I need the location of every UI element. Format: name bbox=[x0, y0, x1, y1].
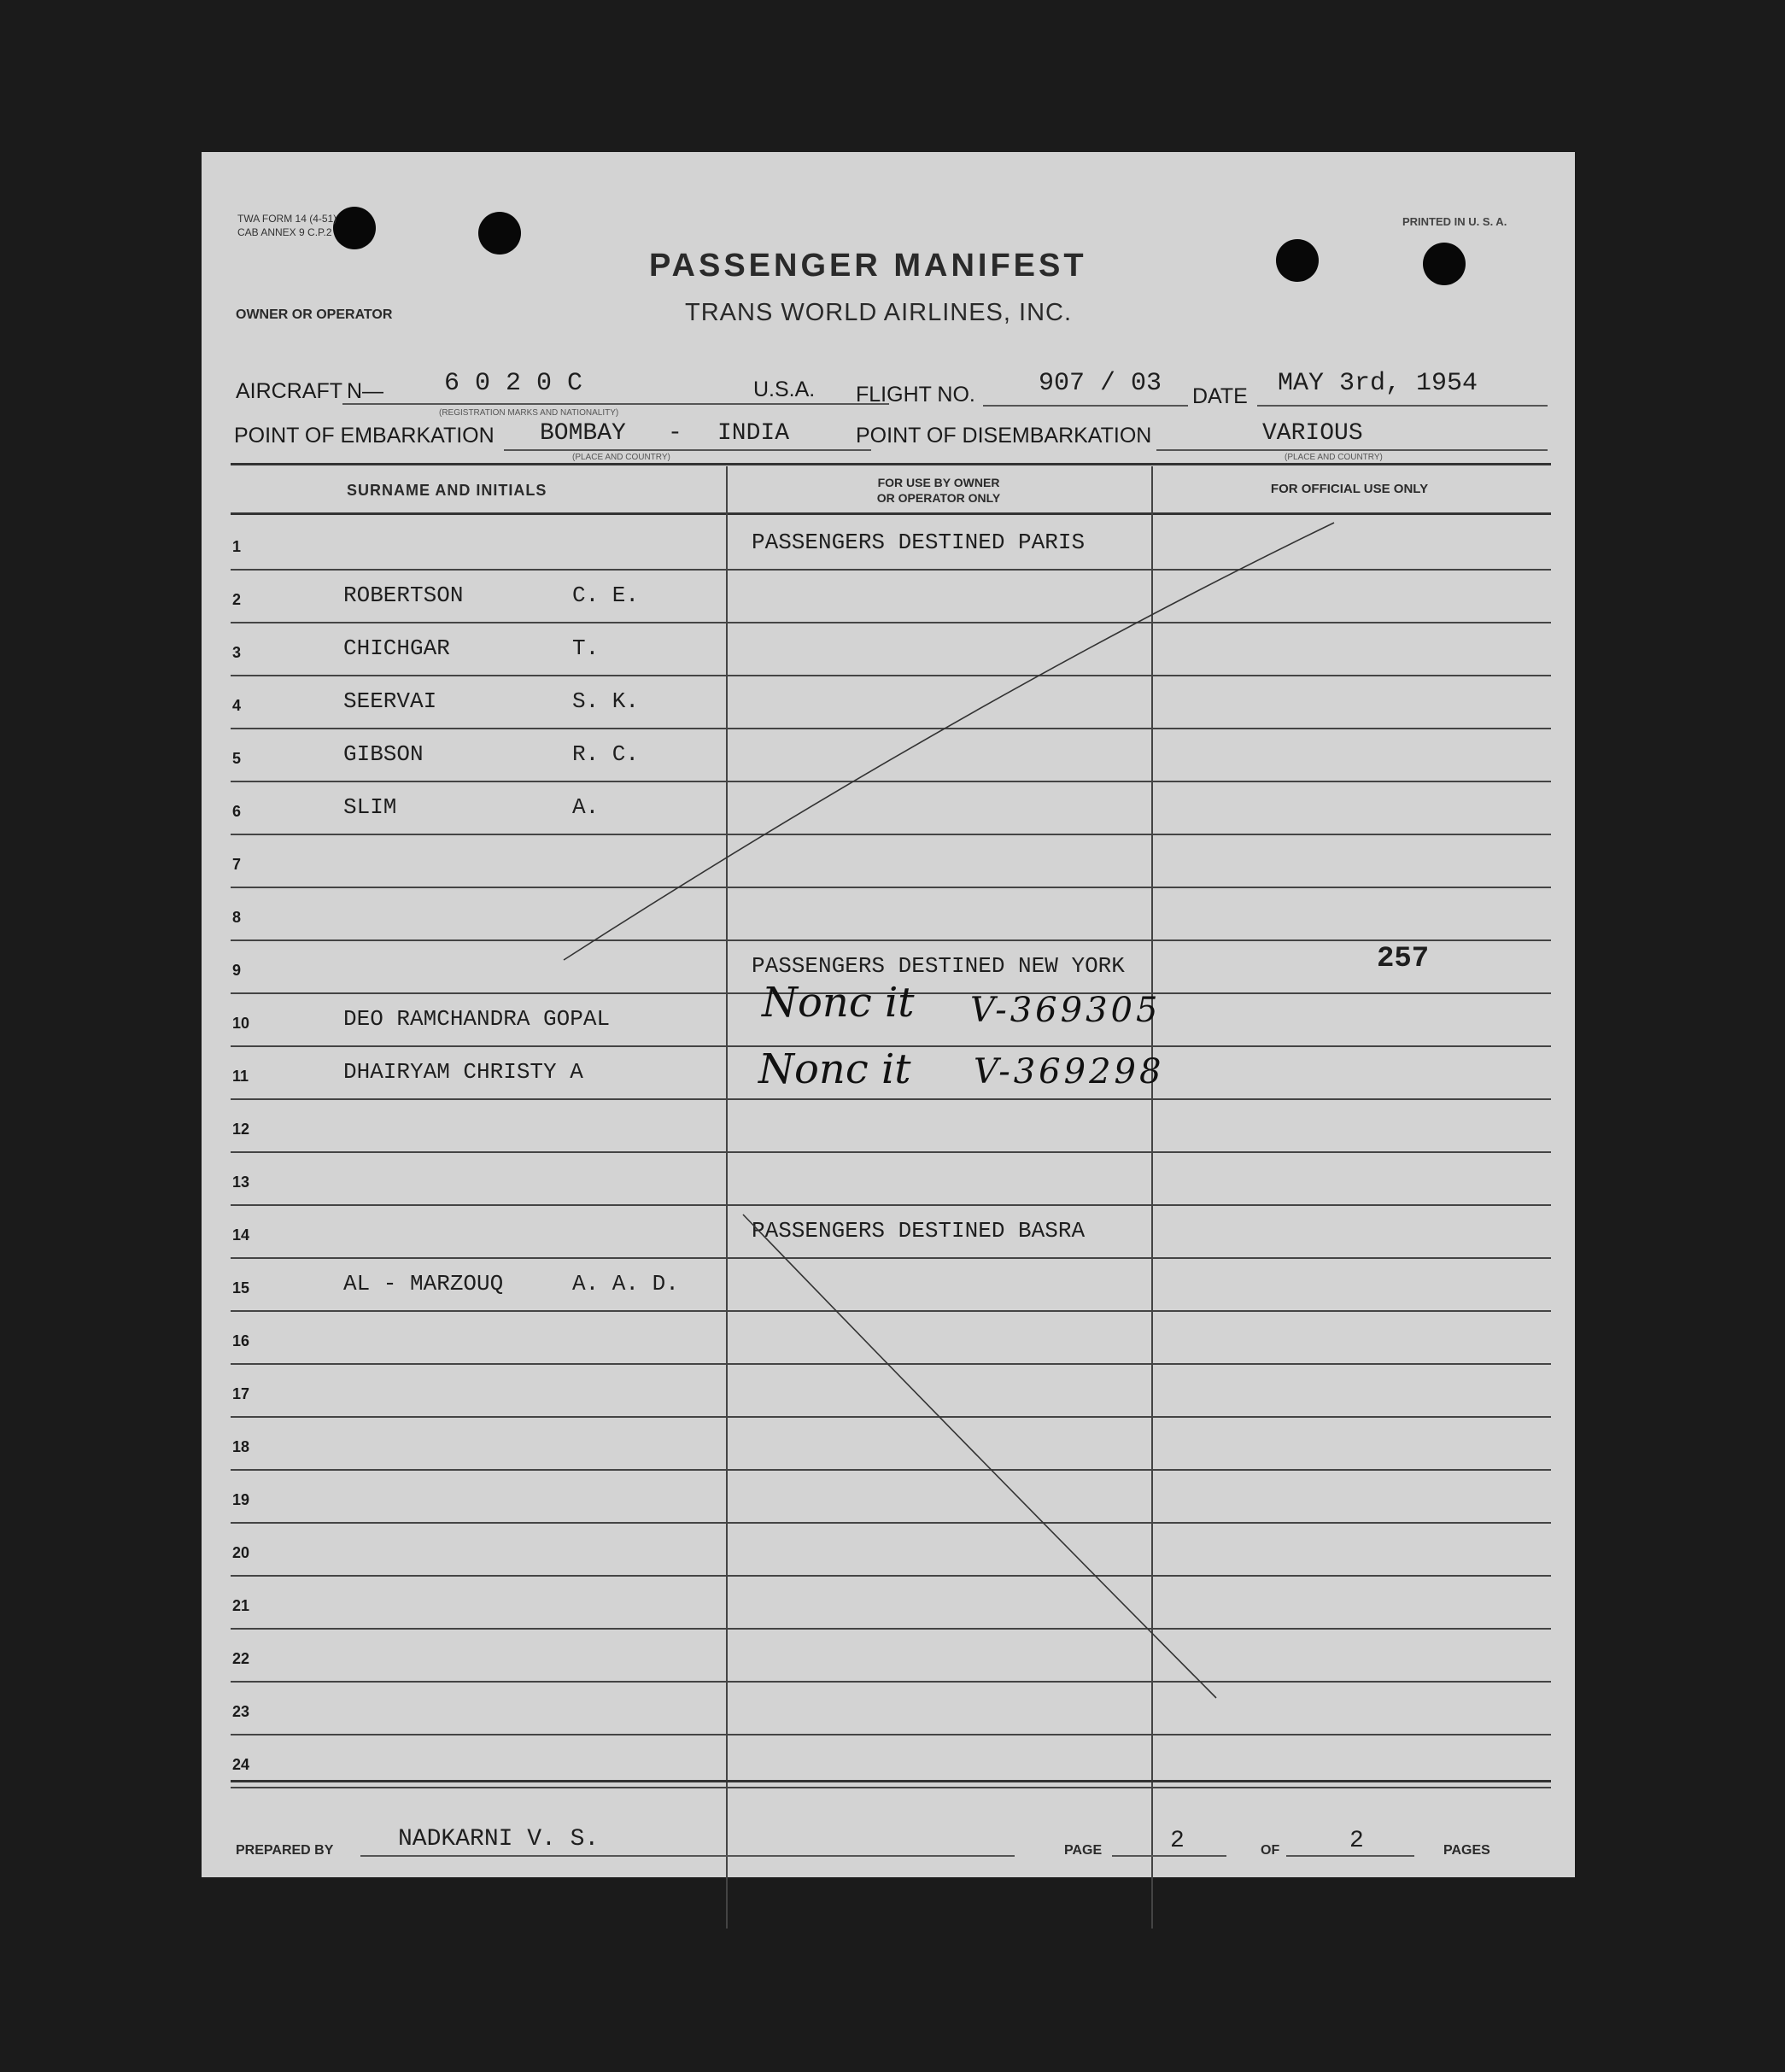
page-label: PAGE bbox=[1064, 1843, 1103, 1858]
handwritten-word-row10: Nonc it bbox=[762, 979, 915, 1027]
passenger-surname: GIBSON bbox=[343, 741, 424, 767]
handwritten-code-row11: V-369298 bbox=[974, 1052, 1165, 1092]
official-number: 257 bbox=[1377, 943, 1430, 975]
operator-value: TRANS WORLD AIRLINES, INC. bbox=[685, 299, 1073, 326]
flight-label: FLIGHT NO. bbox=[856, 383, 975, 407]
embark-separator: - bbox=[668, 420, 682, 447]
diagonal-stroke-upper bbox=[564, 523, 1334, 960]
row-number: 21 bbox=[232, 1597, 250, 1614]
row-number: 19 bbox=[232, 1491, 250, 1508]
col2-header-line1: FOR USE BY OWNER bbox=[877, 476, 1000, 489]
page-underline bbox=[1112, 1855, 1226, 1857]
date-label: DATE bbox=[1192, 384, 1248, 408]
flight-value: 907 / 03 bbox=[1039, 369, 1162, 398]
passenger-surname: SEERVAI bbox=[343, 688, 437, 714]
footer-rule bbox=[231, 1780, 1551, 1782]
page-value: 2 bbox=[1170, 1828, 1185, 1854]
passenger-surname: DHAIRYAM CHRISTY A bbox=[343, 1059, 583, 1085]
col1-header: SURNAME AND INITIALS bbox=[347, 482, 547, 499]
row-number: 20 bbox=[232, 1544, 250, 1561]
of-label: OF bbox=[1261, 1843, 1280, 1858]
aircraft-prefix: N— bbox=[347, 379, 384, 403]
col3-header: FOR OFFICIAL USE ONLY bbox=[1270, 482, 1429, 496]
row-number: 24 bbox=[232, 1756, 250, 1773]
row-number: 6 bbox=[232, 803, 242, 820]
row-number: 12 bbox=[232, 1121, 250, 1138]
row-number: 2 bbox=[232, 591, 242, 608]
row-number: 14 bbox=[232, 1226, 250, 1244]
aircraft-label: AIRCRAFT bbox=[236, 379, 342, 403]
disembark-label: POINT OF DISEMBARKATION bbox=[856, 424, 1152, 448]
prepared-underline bbox=[360, 1855, 1015, 1857]
row-number: 8 bbox=[232, 909, 242, 926]
row-number: 4 bbox=[232, 697, 242, 714]
form-number-line1: TWA FORM 14 (4-51) bbox=[237, 213, 337, 225]
passenger-surname: AL - MARZOUQ bbox=[343, 1271, 504, 1296]
embark-label: POINT OF EMBARKATION bbox=[234, 424, 495, 448]
embark-sub: (PLACE AND COUNTRY) bbox=[572, 453, 670, 462]
printed-note: PRINTED IN U. S. A. bbox=[1402, 215, 1507, 228]
of-value: 2 bbox=[1349, 1828, 1364, 1854]
passenger-initials: S. K. bbox=[572, 688, 640, 714]
form-number-line2: CAB ANNEX 9 C.P.2 bbox=[237, 226, 332, 238]
col2-header-line2: OR OPERATOR ONLY bbox=[876, 491, 1001, 505]
handwritten-word-row11: Nonc it bbox=[758, 1045, 911, 1093]
passenger-initials: A. bbox=[572, 794, 600, 820]
aircraft-sub: (REGISTRATION MARKS AND NATIONALITY) bbox=[439, 408, 619, 418]
country-label: U.S.A. bbox=[753, 378, 816, 401]
row-number: 9 bbox=[232, 962, 242, 979]
handwritten-code-row10: V-369305 bbox=[970, 991, 1162, 1030]
disembark-sub: (PLACE AND COUNTRY) bbox=[1285, 453, 1383, 462]
passenger-surname: ROBERTSON bbox=[343, 582, 464, 608]
date-value: MAY 3rd, 1954 bbox=[1278, 369, 1478, 398]
passenger-surname: DEO RAMCHANDRA GOPAL bbox=[343, 1006, 611, 1032]
row-number: 1 bbox=[232, 538, 242, 555]
row-number: 16 bbox=[232, 1332, 250, 1349]
row-number: 10 bbox=[232, 1015, 250, 1032]
pages-label: PAGES bbox=[1443, 1843, 1490, 1858]
row-number: 5 bbox=[232, 750, 242, 767]
row-number: 7 bbox=[232, 856, 242, 873]
aircraft-value: 6 0 2 0 C bbox=[444, 369, 583, 398]
row-number: 22 bbox=[232, 1650, 250, 1667]
disembark-value: VARIOUS bbox=[1262, 420, 1363, 447]
prepared-value: NADKARNI V. S. bbox=[398, 1826, 600, 1853]
passenger-initials: A. A. D. bbox=[572, 1271, 679, 1296]
diagonal-stroke-lower bbox=[743, 1215, 1216, 1698]
operator-use-note: PASSENGERS DESTINED BASRA bbox=[752, 1218, 1086, 1244]
passenger-surname: CHICHGAR bbox=[343, 635, 450, 661]
row-number: 13 bbox=[232, 1174, 250, 1191]
embark-country: INDIA bbox=[717, 420, 790, 447]
row-number: 3 bbox=[232, 644, 242, 661]
page-title: PASSENGER MANIFEST bbox=[649, 248, 1087, 284]
passenger-surname: SLIM bbox=[343, 794, 397, 820]
row-number: 23 bbox=[232, 1703, 250, 1720]
row-number: 11 bbox=[232, 1068, 249, 1085]
passenger-initials: T. bbox=[572, 635, 600, 661]
passenger-initials: R. C. bbox=[572, 741, 640, 767]
operator-label: OWNER OR OPERATOR bbox=[236, 307, 393, 322]
operator-use-note: PASSENGERS DESTINED NEW YORK bbox=[752, 953, 1125, 979]
row-number: 18 bbox=[232, 1438, 250, 1455]
row-number: 15 bbox=[232, 1279, 250, 1296]
manifest-paper bbox=[202, 152, 1575, 1877]
embark-city: BOMBAY bbox=[540, 420, 626, 447]
passenger-initials: C. E. bbox=[572, 582, 640, 608]
operator-use-note: PASSENGERS DESTINED PARIS bbox=[752, 530, 1086, 555]
of-underline bbox=[1286, 1855, 1414, 1857]
row-number: 17 bbox=[232, 1385, 250, 1402]
prepared-label: PREPARED BY bbox=[236, 1843, 334, 1858]
